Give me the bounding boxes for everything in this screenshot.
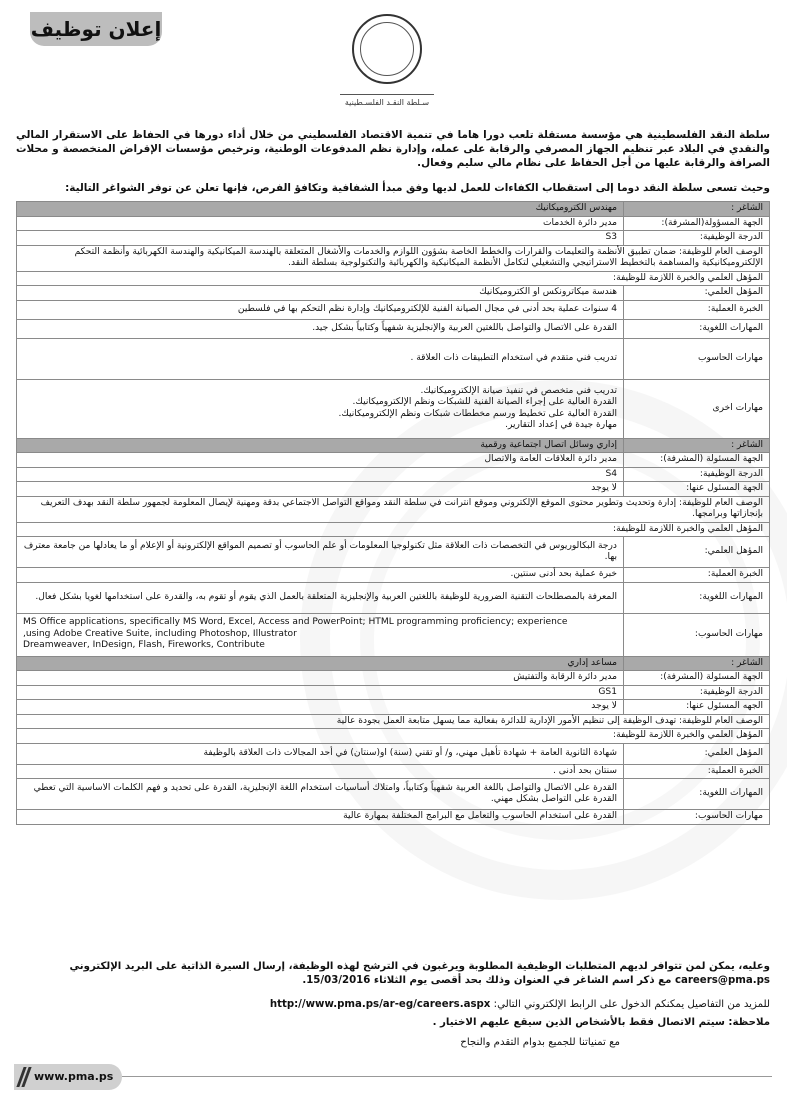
responsible-for-label: الجهة المسئول عنها: xyxy=(624,482,770,497)
wish-line: مع تمنياتنا للجميع بدوام التقدم والنجاح xyxy=(460,1037,620,1048)
table-row xyxy=(17,467,770,482)
grade-label: الدرجة الوظيفية: xyxy=(624,685,770,700)
table-row xyxy=(17,231,770,246)
language-value: القدرة على الاتصال والتواصل باللغة العربية شفهياً وكتابياً، وامتلاك أساسيات استخدام اللغة الإنجليزية، القدرة على تحديد و فهم الكلمات الاساسية التي تعطي القدرة على التواصل بشكل مهني. xyxy=(17,779,624,810)
computer-skills-value: القدرة على استخدام الحاسوب والتعامل مع البرامج المختلفة بمهارة عالية xyxy=(17,810,624,825)
logo-divider xyxy=(340,94,434,95)
dept-label: الجهة المسئولة (المشرفة): xyxy=(624,671,770,686)
table-row xyxy=(17,338,770,379)
table-row xyxy=(17,379,770,438)
grade-label: الدرجة الوظيفية: xyxy=(624,231,770,246)
footer-rule xyxy=(122,1076,772,1077)
announcement-badge: إعلان توظيف xyxy=(30,12,162,46)
experience-value: سنتان بحد أدنى . xyxy=(17,764,624,779)
qualifications-header: المؤهل العلمي والخبرة اللازمة للوظيفة: xyxy=(17,729,770,744)
apply-text: وعليه، يمكن لمن تتوافر لديهم المتطلبات الوظيفية المطلوبة ويرغبون في الترشح لهذه الوظيفة، إرسال السيرة الذاتية على البريد الإلكتروني careers@pma.ps مع ذكر اسم الشاغر في العنوان وذلك بحد أقصى يوم الثلاثاء 15/03/2016. xyxy=(69,961,770,986)
careers-link[interactable]: http://www.pma.ps/ar-eg/careers.aspx xyxy=(269,999,491,1010)
other-skill-item: القدرة العالية على إجراء الصيانة الفنية للشبكات ونظم الإلكتروميكانيك. xyxy=(352,397,617,407)
table-row xyxy=(17,743,770,764)
computer-skills-value: تدريب فني متقدم في استخدام التطبيقات ذات العلاقة . xyxy=(17,338,624,379)
table-row xyxy=(17,613,770,656)
note-line: ملاحظة: سيتم الاتصال فقط بالأشخاص الذين سيقع عليهم الاختيار . xyxy=(432,1017,770,1028)
degree-value: درجة البكالوريوس في التخصصات ذات العلاقة مثل تكنولوجيا المعلومات أو علم الحاسوب أو تصميم المواقع الإلكترونية أو الإعلام أو ما يعادلها من جامعة معترف بها. xyxy=(17,537,624,568)
experience-value: خبرة عملية بحد أدنى سنتين. xyxy=(17,568,624,583)
table-row xyxy=(17,779,770,810)
language-label: المهارات اللغوية: xyxy=(624,319,770,338)
intro-paragraph: سلطة النقد الفلسطينية هي مؤسسة مستقلة تلعب دورا هاما في تنمية الاقتصاد الفلسطيني من خلال أداء دورها في الحفاظ على الاستقرار المالي والنقدي في البلاد عبر تنظيم الجهاز المصرفي والرقابة على عمله، وإدارة نظم المدفوعات الوطنية، وترخيص مؤسسات الإقراض المتخصصة و محلات الصرافة والرقابة عليها من أجل الحفاظ على نظام مالي سليم وفعال. xyxy=(16,129,770,169)
table-row xyxy=(17,714,770,729)
table-row xyxy=(17,216,770,231)
table-row xyxy=(17,700,770,715)
table-row xyxy=(17,537,770,568)
dept-value: مدير دائرة الرقابة والتفتيش xyxy=(17,671,624,686)
experience-label: الخبرة العملية: xyxy=(624,568,770,583)
degree-label: المؤهل العلمي: xyxy=(624,286,770,301)
language-label: المهارات اللغوية: xyxy=(624,582,770,613)
table-row xyxy=(17,729,770,744)
grade-label: الدرجة الوظيفية: xyxy=(624,467,770,482)
language-value: المعرفة بالمصطلحات التقنية الضرورية للوظيفة باللغتين العربية والإنجليزية المتعلقة بالعمل الذي يقوم أو تقوم به، والقدرة على استخدامها لغويا بشكل فعال. xyxy=(17,582,624,613)
other-skill-item: تدريب فني متخصص في تنفيذ صيانة الإلكتروميكانيك. xyxy=(420,385,617,396)
experience-value: 4 سنوات عملية بحد أدنى في مجال الصيانة الفنية للإلكتروميكانيك وإدارة نظم التحكم بها في فلسطين xyxy=(17,300,624,319)
computer-skills-label: مهارات الحاسوب xyxy=(624,338,770,379)
vacancy-label: الشاغر : xyxy=(624,438,770,453)
vacancy-title: مساعد إداري xyxy=(17,656,624,671)
experience-label: الخبرة العملية: xyxy=(624,300,770,319)
footer xyxy=(0,1064,787,1094)
computer-skills-value xyxy=(17,613,624,656)
table-row xyxy=(17,319,770,338)
vacancy-title: إداري وسائل اتصال اجتماعية ورقمية xyxy=(17,438,624,453)
vacancies-table xyxy=(16,201,770,825)
table-row xyxy=(17,656,770,671)
table-row xyxy=(17,522,770,537)
language-label: المهارات اللغوية: xyxy=(624,779,770,810)
dept-label: الجهة المسؤولة(المشرفة): xyxy=(624,216,770,231)
table-row xyxy=(17,582,770,613)
pma-logo xyxy=(340,14,434,110)
degree-label: المؤهل العلمي: xyxy=(624,537,770,568)
table-row xyxy=(17,453,770,468)
computer-skills-label: مهارات الحاسوب: xyxy=(624,810,770,825)
responsible-for-label: الجهه المسئول عنها: xyxy=(624,700,770,715)
intro-vacancies-line: وحيث تسعى سلطة النقد دوما إلى استقطاب الكفاءات للعمل لديها وفق مبدأ الشفافية وتكافؤ الفرص، فإنها تعلن عن توفر الشواغر التالية: xyxy=(65,182,770,194)
table-row xyxy=(17,482,770,497)
job-description: الوصف العام للوظيفة: ضمان تطبيق الأنظمة والتعليمات والقرارات والخطط الخاصة بشؤون اللوازم والخدمات والأشغال المتعلقة بالهندسة الميكانيكية والهندسة الكهربائية وأنظمة التحكم الإلكتروميكانيكية والمساهمة بالتخطيط الاستراتيجي والتشغيلي لتكامل الأنظمة الميكانيكية والكهربائية والتكنولوجية بسلطة النقد. xyxy=(17,245,770,271)
table-row xyxy=(17,202,770,217)
table-row xyxy=(17,286,770,301)
table-row xyxy=(17,685,770,700)
other-skills-value xyxy=(17,379,624,438)
job-description: الوصف العام للوظيفة: إدارة وتحديث وتطوير محتوى الموقع الإلكتروني وموقع انترانت في سلطة النقد ومواقع التواصل الاجتماعي بدقة ومهنية لإيصال المعلومة لجمهور سلطة النقد بهدف التعريف بإنجازاتها وبرامجها. xyxy=(17,496,770,522)
table-row xyxy=(17,496,770,522)
table-row xyxy=(17,810,770,825)
computer-skill-line: MS Office applications, specifically MS Word, Excel, Access and PowerPoint; HTML programming proficiency; experience xyxy=(23,617,568,628)
dept-value: مدير دائرة العلاقات العامة والاتصال xyxy=(17,453,624,468)
computer-skills-label: مهارات الحاسوب: xyxy=(624,613,770,656)
vacancy-label: الشاغر : xyxy=(624,202,770,217)
degree-value: هندسة ميكاترونكس او الكتروميكانيك xyxy=(17,286,624,301)
computer-skill-line: Dreamweaver, InDesign, Flash, Fireworks, Contribute xyxy=(23,640,265,651)
table-row xyxy=(17,245,770,271)
table-row xyxy=(17,764,770,779)
degree-label: المؤهل العلمي: xyxy=(624,743,770,764)
other-skill-item: مهارة جيدة في إعداد التقارير. xyxy=(505,420,617,430)
more-details-line xyxy=(16,998,770,1012)
table-row xyxy=(17,438,770,453)
logo-name: سـلطة النقـد الفلسـطينية xyxy=(344,98,430,107)
application-instructions xyxy=(16,960,770,988)
table-row xyxy=(17,271,770,286)
vacancy-title: مهندس الكتروميكانيك xyxy=(17,202,624,217)
dept-label: الجهة المسئولة (المشرفة): xyxy=(624,453,770,468)
degree-value: شهادة الثانوية العامة + شهادة تأهيل مهني، و/ أو تقني (سنة) او(سنتان) في أحد المجالات ذات العلاقة بالوظيفة xyxy=(17,743,624,764)
dept-value: مدير دائرة الخدمات xyxy=(17,216,624,231)
vacancy-label: الشاغر : xyxy=(624,656,770,671)
experience-label: الخبرة العملية: xyxy=(624,764,770,779)
website-link[interactable]: www.pma.ps xyxy=(34,1070,114,1083)
table-row xyxy=(17,300,770,319)
qualifications-header: المؤهل العلمي والخبرة اللازمة للوظيفة: xyxy=(17,522,770,537)
other-skill-item: القدرة العالية على تخطيط ورسم مخططات شبكات ونظم الإلكتروميكانيك. xyxy=(338,408,617,419)
computer-skill-line: ,using Adobe Creative Suite, including Photoshop, Illustrator xyxy=(23,628,297,639)
responsible-for-value: لا يوجد xyxy=(17,700,624,715)
language-value: القدرة على الاتصال والتواصل باللغتين العربية والإنجليزية شفهياً وكتابياً بشكل جيد. xyxy=(17,319,624,338)
table-row xyxy=(17,671,770,686)
table-row xyxy=(17,568,770,583)
qualifications-header: المؤهل العلمي والخبرة اللازمة للوظيفة: xyxy=(17,271,770,286)
grade-value: GS1 xyxy=(17,685,624,700)
other-skills-label: مهارات اخرى xyxy=(624,379,770,438)
responsible-for-value: لا يوجد xyxy=(17,482,624,497)
seal-inner-ring xyxy=(360,22,414,76)
grade-value: S4 xyxy=(17,467,624,482)
grade-value: S3 xyxy=(17,231,624,246)
job-description: الوصف العام للوظيفة: تهدف الوظيفة إلى تنظيم الأمور الإدارية للدائرة بفعالية مما يسهل متابعة العمل بجودة عالية xyxy=(17,714,770,729)
more-details-label: للمزيد من التفاصيل يمكنكم الدخول على الرابط الإلكتروني التالي: xyxy=(493,999,770,1010)
